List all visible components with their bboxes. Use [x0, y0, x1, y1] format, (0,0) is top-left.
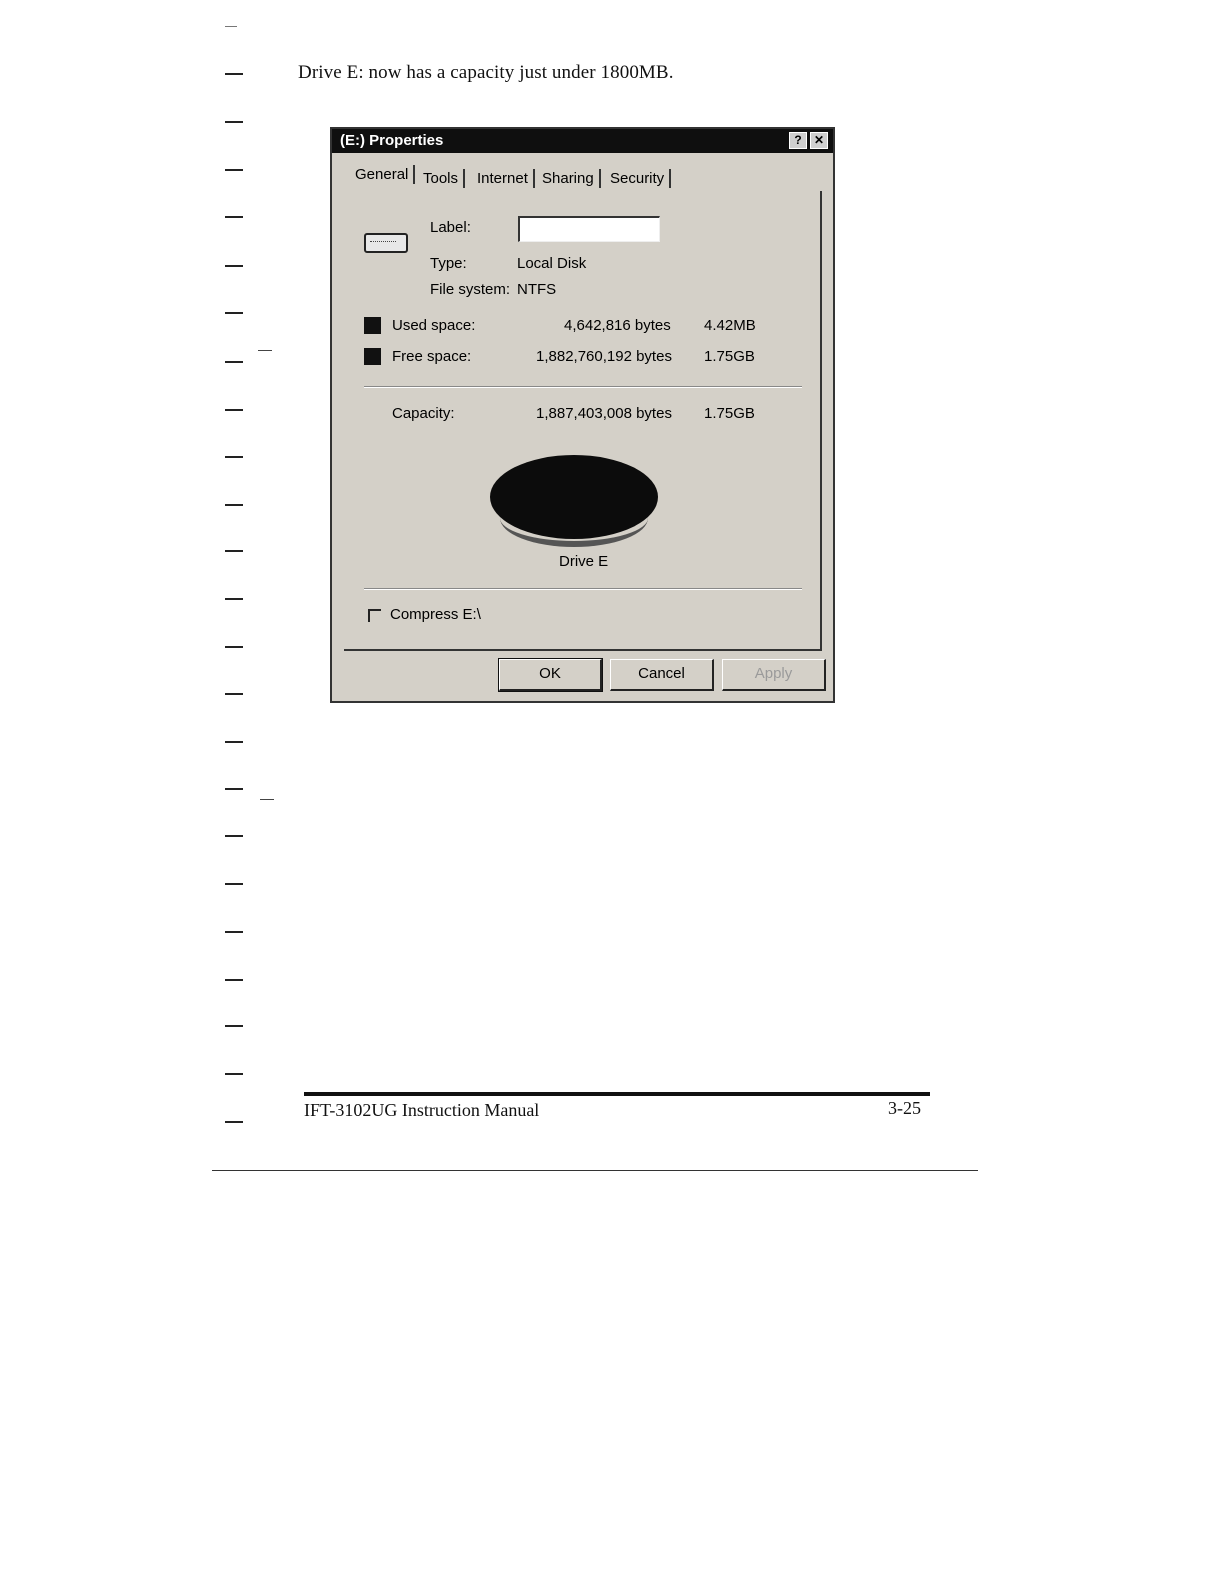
properties-dialog	[330, 127, 835, 703]
tab-tools[interactable]: Tools	[418, 169, 465, 188]
margin-mark	[225, 312, 243, 314]
file-system-value: NTFS	[517, 281, 557, 298]
margin-mark	[225, 1121, 243, 1123]
scan-artifact	[260, 799, 274, 800]
bottom-rule	[212, 1170, 978, 1171]
cancel-button[interactable]: Cancel	[610, 659, 714, 691]
free-space-size: 1.75GB	[704, 348, 755, 365]
drive-caption: Drive E	[559, 553, 609, 570]
margin-mark	[225, 598, 243, 600]
margin-mark	[225, 26, 237, 27]
capacity-size: 1.75GB	[704, 405, 755, 422]
used-space-swatch	[364, 317, 381, 334]
margin-mark	[225, 646, 243, 648]
compress-label[interactable]: Compress E:\	[390, 606, 481, 623]
divider	[364, 588, 802, 590]
margin-mark	[225, 883, 243, 885]
margin-mark	[225, 361, 243, 363]
used-space-bytes: 4,642,816 bytes	[564, 317, 671, 334]
scan-artifact	[258, 350, 272, 351]
compress-checkbox[interactable]	[368, 609, 381, 622]
margin-mark	[225, 931, 243, 933]
margin-mark	[225, 409, 243, 411]
intro-text: Drive E: now has a capacity just under 1800MB.	[298, 62, 674, 83]
used-space-size: 4.42MB	[704, 317, 756, 334]
capacity-caption: Capacity:	[392, 405, 455, 422]
used-space-caption: Used space:	[392, 317, 476, 334]
capacity-bytes: 1,887,403,008 bytes	[536, 405, 672, 422]
help-icon: ?	[794, 133, 802, 147]
label-caption: Label:	[430, 219, 471, 236]
close-button[interactable]	[810, 132, 828, 149]
margin-mark	[225, 1025, 243, 1027]
tab-internet[interactable]: Internet	[472, 169, 535, 188]
tab-sharing[interactable]: Sharing	[537, 169, 601, 188]
margin-mark	[225, 835, 243, 837]
margin-mark	[225, 73, 243, 75]
margin-mark	[225, 979, 243, 981]
margin-mark	[225, 504, 243, 506]
margin-mark	[225, 741, 243, 743]
disk-usage-pie	[490, 455, 658, 539]
margin-mark	[225, 216, 243, 218]
margin-mark	[225, 693, 243, 695]
tab-general[interactable]: General	[350, 165, 415, 184]
free-space-swatch	[364, 348, 381, 365]
margin-mark	[225, 788, 243, 790]
hard-drive-icon	[364, 233, 408, 253]
dialog-title: (E:) Properties	[340, 132, 444, 149]
footer-manual-title: IFT-3102UG Instruction Manual	[304, 1100, 540, 1120]
type-value: Local Disk	[517, 255, 587, 272]
ok-button[interactable]: OK	[499, 659, 602, 691]
type-caption: Type:	[430, 255, 467, 272]
margin-mark	[225, 265, 243, 267]
margin-mark	[225, 456, 243, 458]
margin-mark	[225, 169, 243, 171]
footer-page-number: 3-25	[888, 1098, 921, 1118]
tab-security[interactable]: Security	[605, 169, 671, 188]
title-bar[interactable]	[332, 129, 833, 153]
free-space-bytes: 1,882,760,192 bytes	[536, 348, 672, 365]
file-system-caption: File system:	[430, 281, 511, 298]
margin-mark	[225, 121, 243, 123]
close-icon: ✕	[813, 133, 825, 147]
help-button[interactable]	[789, 132, 807, 149]
free-space-caption: Free space:	[392, 348, 472, 365]
footer-rule	[304, 1092, 930, 1096]
divider	[364, 386, 802, 388]
margin-mark	[225, 550, 243, 552]
margin-mark	[225, 1073, 243, 1075]
apply-button[interactable]: Apply	[722, 659, 826, 691]
label-input[interactable]	[518, 216, 660, 242]
